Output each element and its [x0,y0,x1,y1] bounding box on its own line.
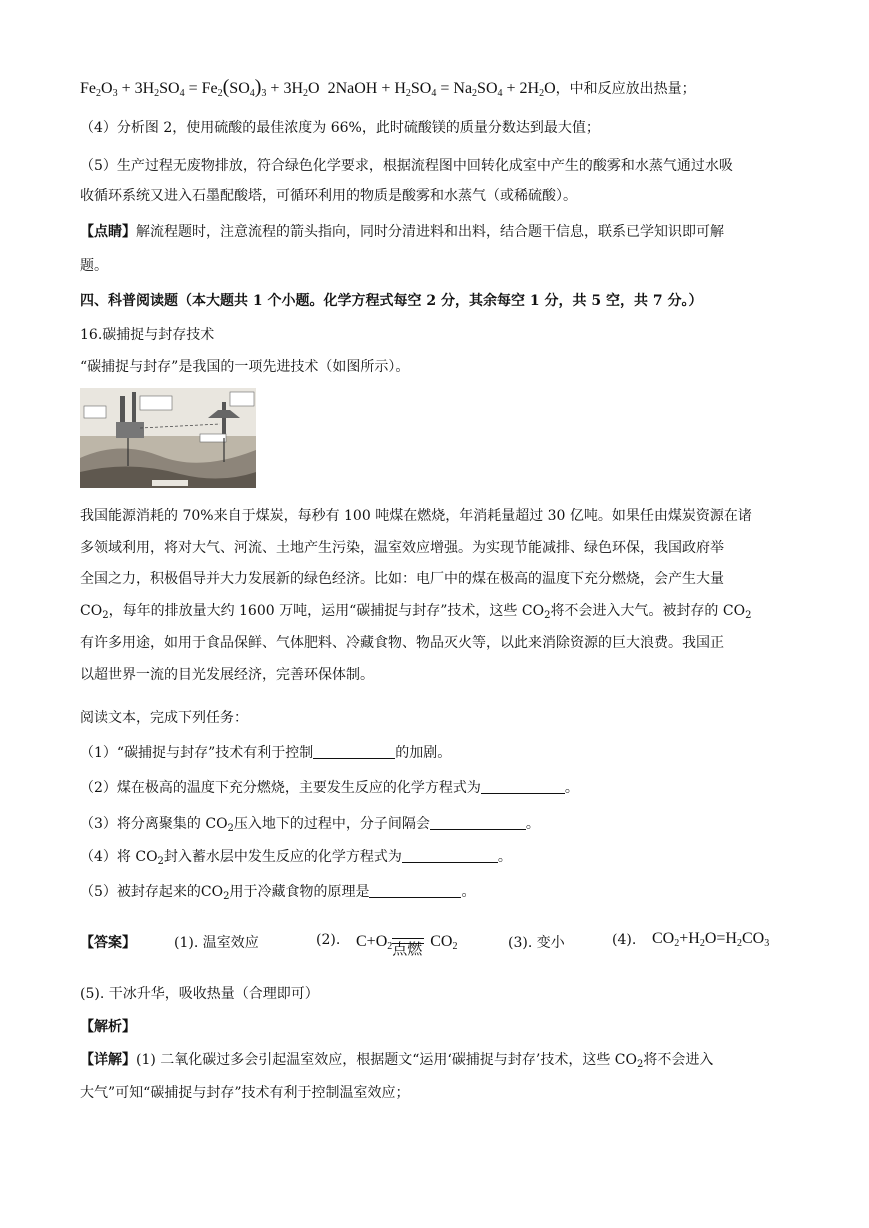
answer-3: (3). 变小 [508,935,565,951]
reaction-equals [392,938,424,944]
paragraph-line-1: 我国能源消耗的 70%来自于煤炭，每秒有 100 吨煤在燃烧，年消耗量超过 30 亿吨。如果任由煤炭资源在诸 [80,508,752,524]
analysis-line-2: 大气”可知“碳捕捉与封存”技术有利于控制温室效应； [80,1085,410,1101]
prev-item-5-line1: （5）生产过程无废物排放，符合绿色化学要求，根据流程图中回转化成室中产生的酸雾和水蒸气通过水吸 [80,158,733,174]
equation-line [80,76,696,100]
paragraph-line-4: $CO_2$，每年的排放量大约 1600 万吨，运用“碳捕捉与封存”技术，这些 $CO_2$将不会进入大气。被封存的 $CO_2$ [80,603,752,621]
dianjing-label: 【点睛】 [80,224,136,240]
carbon-capture-figure [80,388,256,488]
subquestion-2: （2）煤在极高的温度下充分燃烧，主要发生反应的化学方程式为 。 [80,780,579,796]
answer-blank-5[interactable] [369,883,461,898]
analysis-label: 【解析】 [80,1019,136,1035]
answer-blank-1[interactable] [313,744,395,759]
answer-4-equation: $CO_2+H_2O=H_2CO_3$ [652,930,770,949]
dianjing-text: 解流程题时，注意流程的箭头指向，同时分清进料和出料，结合题干信息，联系已学知识即可解 [136,224,724,240]
equation-1: $Fe_2O_3 + 3H_2SO_4 = Fe_2(SO_4)_3 + 3H_2O$ [80,76,320,99]
ignition-condition: 点燃 [392,942,423,958]
analysis-line-1: 【详解】(1) 二氧化碳过多会引起温室效应，根据题文“运用‘碳捕捉与封存’技术，这些 $CO_2$将不会进入 [80,1052,714,1070]
equation-note: ，中和反应放出热量； [555,81,696,97]
answer-2-number: (2). [316,932,341,948]
prev-item-4: （4）分析图 2，使用硫酸的最佳浓度为 66%，此时硫酸镁的质量分数达到最大值； [80,120,600,136]
paragraph-line-2: 多领域利用，将对大气、河流、土地产生污染，温室效应增强。为实现节能减排、绿色环保，我国政府举 [80,540,724,556]
answer-row [80,928,800,958]
answer-blank-4[interactable] [402,848,498,863]
answer-4-number: (4). [612,932,637,948]
task-instruction: 阅读文本，完成下列任务： [80,710,248,726]
detail-label: 【详解】 [80,1052,136,1068]
subquestion-5: （5）被封存起来的$CO_2$用于冷藏食物的原理是 。 [80,884,476,902]
answer-2-equation: $C+O_2$ 点燃 $CO_2$ [356,933,458,958]
paragraph-line-6: 以超世界一流的目光发展经济，完善环保体制。 [80,667,374,683]
dianjing-line2: 题。 [80,258,108,274]
equation-2: 2NaOH + $H_2SO_4 = Na_2SO_4 + 2H_2O$ [327,80,556,99]
paragraph-line-3: 全国之力，积极倡导并大力发展新的绿色经济。比如：电厂中的煤在极高的温度下充分燃烧，会产生大量 [80,571,724,587]
answer-blank-2[interactable] [481,779,565,794]
carbon-capture-diagram [80,388,256,488]
question-title: 16.碳捕捉与封存技术 [80,327,215,343]
question-intro: “碳捕捉与封存”是我国的一项先进技术（如图所示）。 [80,359,410,375]
paragraph-line-5: 有许多用途，如用于食品保鲜、气体肥料、冷藏食物、物品灭火等，以此来消除资源的巨大浪费。我国正 [80,635,724,651]
dianjing-line1 [80,221,724,243]
prev-item-5-line2: 收循环系统又进入石墨配酸塔，可循环利用的物质是酸雾和水蒸气（或稀硫酸）。 [80,188,577,204]
answer-1: (1). 温室效应 [174,935,259,951]
subquestion-1: （1）“碳捕捉与封存”技术有利于控制 的加剧。 [80,745,452,761]
section-heading: 四、科普阅读题（本大题共 1 个小题。化学方程式每空 2 分，其余每空 1 分，共 5 空，共 7 分。） [80,293,703,309]
answer-label: 【答案】 [80,935,136,951]
answer-blank-3[interactable] [430,815,526,830]
subquestion-4: （4）将 $CO_2$封入蓄水层中发生反应的化学方程式为 。 [80,849,512,867]
subquestion-3: （3）将分离聚集的 $CO_2$压入地下的过程中，分子间隔会 。 [80,816,540,834]
answer-5: (5). 干冰升华，吸收热量（合理即可） [80,986,319,1002]
